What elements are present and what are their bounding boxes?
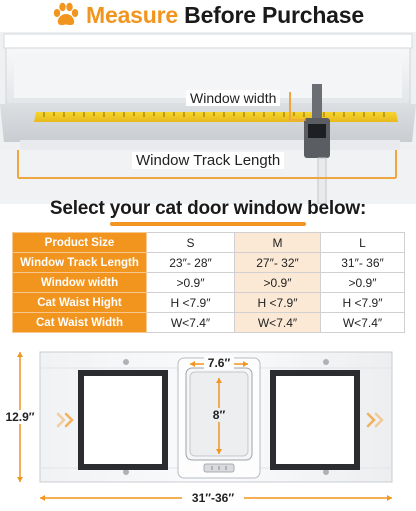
cat-door-diagram xyxy=(0,348,416,511)
title-accent: Measure xyxy=(86,1,178,28)
table-row xyxy=(13,273,405,293)
title-row xyxy=(0,0,416,30)
flap-height-label: 8″ xyxy=(209,408,229,422)
door-panel-illustration xyxy=(0,348,416,511)
header-size-s: S xyxy=(147,233,235,253)
header-size-l: L xyxy=(321,233,405,253)
cell-l: >0.9″ xyxy=(321,273,405,293)
table-row xyxy=(13,293,405,313)
page-title xyxy=(86,2,364,29)
paw-icon xyxy=(52,2,80,28)
cell-m: H <7.9″ xyxy=(235,293,321,313)
heading-underline xyxy=(110,222,306,226)
window-measure-photo xyxy=(0,32,416,204)
window-frame-illustration xyxy=(0,32,416,204)
table-header-row xyxy=(13,233,405,253)
cell-s: >0.9″ xyxy=(147,273,235,293)
track-length-label: Window Track Length xyxy=(132,152,284,169)
panel-height-label: 12.9″ xyxy=(1,410,39,424)
cell-l: 31″- 36″ xyxy=(321,253,405,273)
title-rest: Before Purchase xyxy=(184,1,364,28)
row-label: Cat Waist Hight xyxy=(13,293,147,313)
panel-width-label: 31″-36″ xyxy=(182,491,244,505)
header-size-m: M xyxy=(235,233,321,253)
cell-m: 27″- 32″ xyxy=(235,253,321,273)
row-label: Window width xyxy=(13,273,147,293)
cell-l: H <7.9″ xyxy=(321,293,405,313)
cell-s: W<7.4″ xyxy=(147,313,235,333)
window-width-label: Window width xyxy=(186,90,280,106)
select-heading: Select your cat door window below: xyxy=(49,198,367,219)
flap-width-label: 7.6″ xyxy=(204,356,234,370)
cell-l: W<7.4″ xyxy=(321,313,405,333)
row-label: Cat Waist Width xyxy=(13,313,147,333)
table-row xyxy=(13,253,405,273)
header-product-size: Product Size xyxy=(13,233,147,253)
cell-s: H <7.9″ xyxy=(147,293,235,313)
table-row xyxy=(13,313,405,333)
cell-s: 23″- 28″ xyxy=(147,253,235,273)
cell-m: W<7.4″ xyxy=(235,313,321,333)
row-label: Window Track Length xyxy=(13,253,147,273)
size-table xyxy=(12,232,405,333)
cell-m: >0.9″ xyxy=(235,273,321,293)
